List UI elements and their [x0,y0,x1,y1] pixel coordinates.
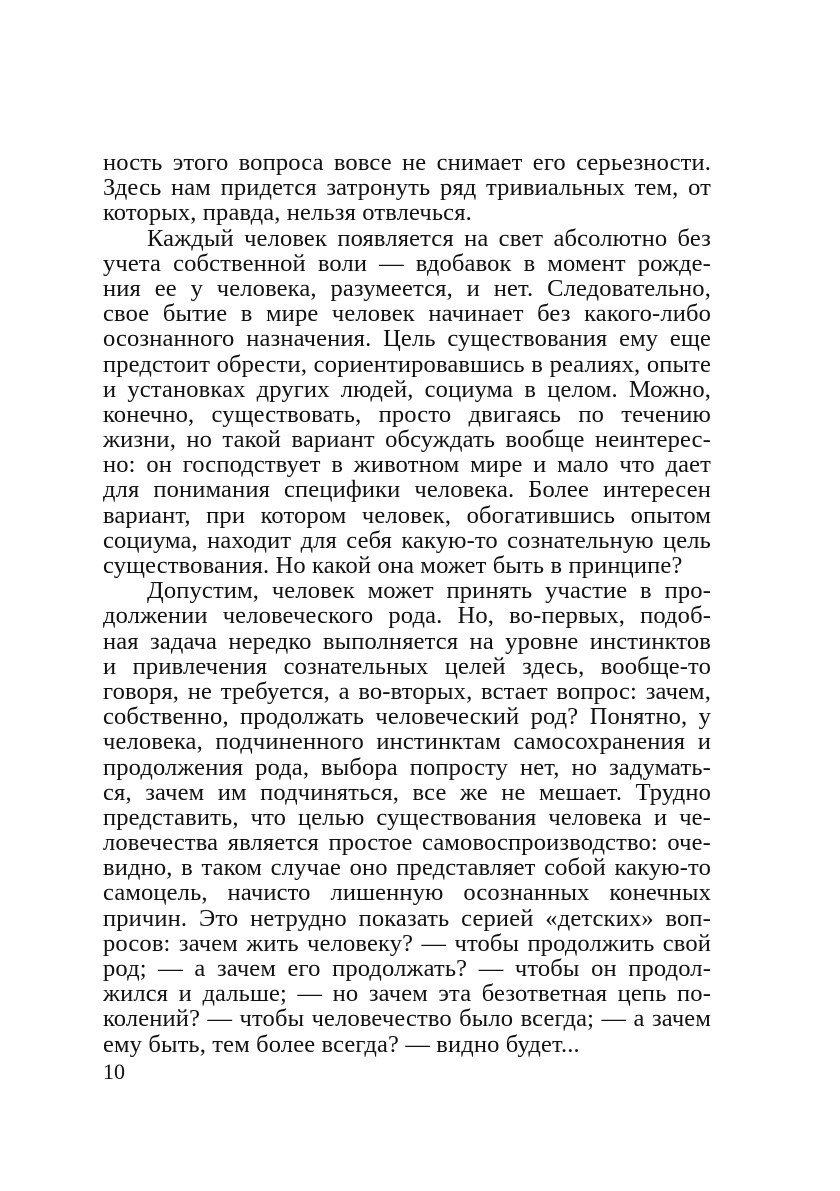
text-line: род; — а зачем его продолжать? — чтобы он продол- [103,955,711,982]
text-line: и привлечения сознательных целей здесь, вообще-то [103,652,711,680]
text-line: ся, зачем им подчиняться, все же не мешает. Трудно [103,778,711,806]
text-line: вариант, при котором человек, обогатившись опытом [103,501,711,529]
text-line: предстоит обрести, сориентировавшись в реалиях, опыте [103,350,711,378]
text-line: но: он господствует в животном мире и мало что дает [103,451,711,479]
text-line: ность этого вопроса вовсе не снимает его серьезности. [103,149,711,176]
text-line: собственно, продолжать человеческий род? Понятно, у [103,703,711,731]
text-line: видно, в таком случае оно представляет собой какую-то [103,854,711,882]
text-line: конечно, существовать, просто двигаясь по течению [103,400,711,428]
text-line: существования. Но какой она может быть в принципе? [103,552,683,579]
text-line: самоцель, начисто лишенную осознанных конечных [103,879,711,907]
text-line: Допустим, человек может принять участие в про- [147,577,711,605]
text-line: жизни, но такой вариант обсуждать вообще неинтерес- [103,426,711,454]
text-line: представить, что целью существования человека и че- [103,803,711,831]
text-line: Каждый человек появляется на свет абсолютно без [147,224,711,252]
text-line: должении человеческого рода. Но, во-первых, подоб- [103,602,711,630]
text-line: социума, находит для себя какую-то сознательную цель [103,526,711,554]
text-line: и установках других людей, социума в целом. Можно, [103,375,711,403]
text-line: говоря, не требуется, а во-вторых, встает вопрос: зачем, [103,677,711,705]
text-line: которых, правда, нельзя отвлечься. [103,199,472,227]
text-line: ния ее у человека, разумеется, и нет. Следовательно, [103,274,711,302]
text-line: причин. Это нетрудно показать серией «детских» воп- [103,904,711,932]
text-line: учета собственной воли — вдобавок в момент рожде- [103,249,711,277]
text-line: колений? — чтобы человечество было всегда; — а зачем [103,1005,711,1033]
text-line: росов: зачем жить человеку? — чтобы продолжить свой [103,929,711,957]
text-line: свое бытие в мире человек начинает без какого-либо [103,300,711,328]
text-line: ная задача нередко выполняется на уровне инстинктов [103,627,711,655]
body-text [103,150,711,1057]
text-line: Здесь нам придется затронуть ряд тривиальных тем, от [103,174,711,202]
text-line: продолжения рода, выбора попросту нет, но задумать- [103,753,711,781]
text-line: человека, подчиненного инстинктам самосохранения и [103,728,711,756]
text-line: жился и дальше; — но зачем эта безответная цепь по- [103,980,711,1008]
text-line: ему быть, тем более всегда? — видно будет... [103,1030,580,1058]
page-number: 10 [103,1059,125,1084]
text-line: для понимания специфики человека. Более интересен [103,476,711,504]
text-line: ловечества является простое самовоспроизводство: оче- [103,829,711,857]
text-line: осознанного назначения. Цель существования ему еще [103,325,711,353]
